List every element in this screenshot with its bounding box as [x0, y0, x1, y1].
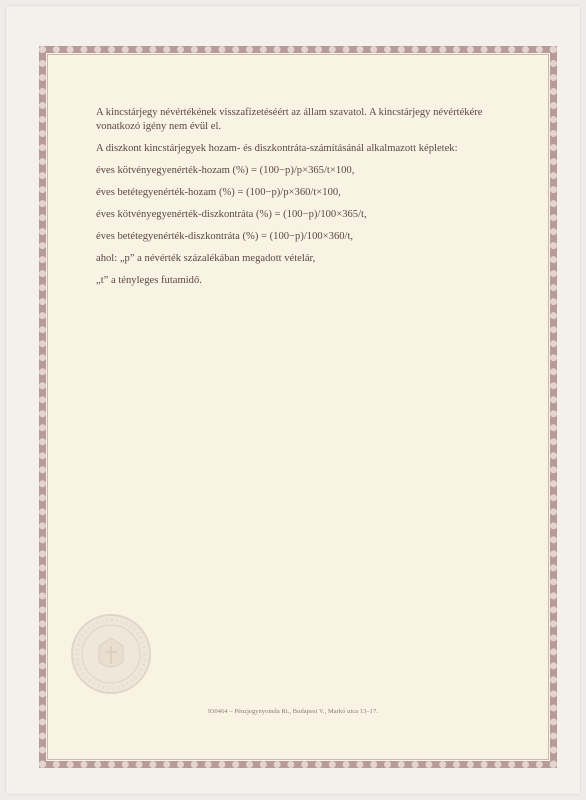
- printer-imprint: 930464 – Pénzjegynyomda Rt., Budapest V., Markó utca 13–17.: [207, 708, 379, 715]
- formula-line: éves betétegyenérték-diszkontráta (%) = (100−p)/100×360/t,: [96, 231, 354, 242]
- guarantee-paragraph: A kincstárjegy névértékének visszafizetéséért az állam szavatol. A kincstárjegy névértékére vonatkozó igény nem évül el.: [96, 107, 483, 132]
- definition-t: „t” a tényleges futamidő.: [96, 275, 202, 286]
- document-sheet: [6, 6, 580, 794]
- embossed-seal-icon: [69, 612, 153, 696]
- formula-line: éves kötvényegyenérték-diszkontráta (%) = (100−p)/100×365/t,: [96, 209, 367, 220]
- definition-p: ahol: „p” a névérték százalékában megadott vételár,: [96, 253, 316, 264]
- document-body: [96, 106, 526, 296]
- formula-line: éves betétegyenérték-hozam (%) = (100−p)/p×360/t×100,: [96, 187, 341, 198]
- formulas-intro: A diszkont kincstárjegyek hozam- és diszkontráta-számításánál alkalmazott képletek:: [96, 143, 458, 154]
- formula-line: éves kötvényegyenérték-hozam (%) = (100−p)/p×365/t×100,: [96, 165, 355, 176]
